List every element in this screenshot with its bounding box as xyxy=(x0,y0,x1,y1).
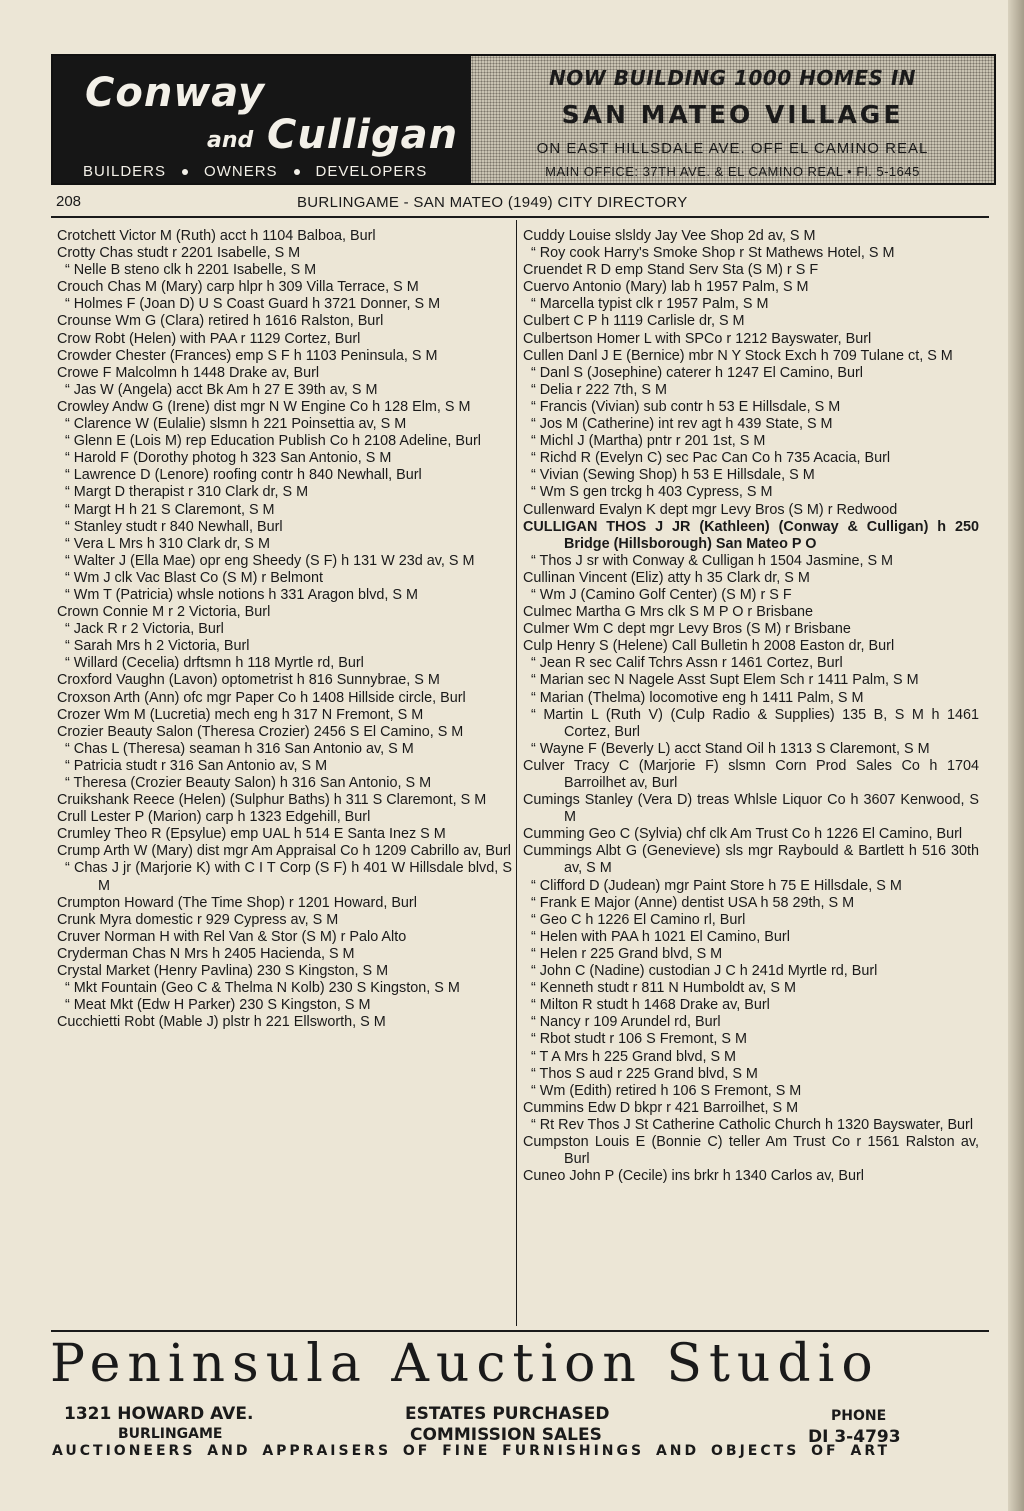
directory-entry: “ Jean R sec Calif Tchrs Assn r 1461 Cortez, Burl xyxy=(531,655,843,672)
directory-entry: “ Vivian (Sewing Shop) h 53 E Hillsdale, S M xyxy=(531,467,815,484)
directory-entry: “ Clifford D (Judean) mgr Paint Store h 75 E Hillsdale, S M xyxy=(531,877,902,894)
auction-tagline: AUCTIONEERS AND APPRAISERS OF FINE FURNISHINGS AND OBJECTS OF ART xyxy=(52,1443,891,1459)
directory-entry: Crouch Chas M (Mary) carp hlpr h 309 Villa Terrace, S M xyxy=(57,279,419,296)
directory-entry: Cucchietti Robt (Mable J) plstr h 221 Ellsworth, S M xyxy=(57,1014,386,1031)
directory-entry: Culbert C P h 1119 Carlisle dr, S M xyxy=(523,313,745,330)
directory-entry: “ Holmes F (Joan D) U S Coast Guard h 3721 Donner, S M xyxy=(65,296,441,313)
directory-entry: “ Nancy r 109 Arundel rd, Burl xyxy=(531,1014,721,1031)
banner-office: MAIN OFFICE: 37TH AVE. & EL CAMINO REAL • Fl. 5-1645 xyxy=(545,164,920,179)
page-number: 208 xyxy=(56,193,82,210)
directory-entry: “ Wm S gen trckg h 403 Cypress, S M xyxy=(531,484,773,501)
auction-city: BURLINGAME xyxy=(118,1426,223,1442)
directory-entry: Croxson Arth (Ann) ofc mgr Paper Co h 1408 Hillside circle, Burl xyxy=(57,689,466,706)
directory-entry: “ Nelle B steno clk h 2201 Isabelle, S M xyxy=(65,262,317,279)
commission-sales: COMMISSION SALES xyxy=(410,1425,602,1445)
directory-entry: “ Michl J (Martha) pntr r 201 1st, S M xyxy=(531,433,766,450)
directory-entry: Crotchett Victor M (Ruth) acct h 1104 Balboa, Burl xyxy=(57,228,376,244)
directory-entry: “ Danl S (Josephine) caterer h 1247 El Camino, Burl xyxy=(531,364,863,381)
directory-entry: “ Frank E Major (Anne) dentist USA h 58 29th, S M xyxy=(531,894,855,911)
directory-entry: “ Glenn E (Lois M) rep Education Publish Co h 2108 Adeline, Burl xyxy=(65,433,481,450)
directory-entry: “ Chas L (Theresa) seaman h 316 San Antonio av, S M xyxy=(65,740,414,757)
directory-entry: Culmec Martha G Mrs clk S M P O r Brisbane xyxy=(523,604,814,621)
directory-entry: “ Marcella typist clk r 1957 Palm, S M xyxy=(531,296,769,313)
banner-location: ON EAST HILLSDALE AVE. OFF EL CAMINO REAL xyxy=(536,140,929,157)
directory-entry: “ Wm (Edith) retired h 106 S Fremont, S M xyxy=(531,1082,802,1099)
directory-entry: “ Chas J jr (Marjorie K) with C I T Corp (S F) h 401 W Hillsdale blvd, S M xyxy=(65,860,512,894)
logo-tagline xyxy=(83,163,427,180)
directory-entry: Cuervo Antonio (Mary) lab h 1957 Palm, S M xyxy=(523,279,809,296)
header-rule xyxy=(51,216,989,218)
directory-entry: Crump Arth W (Mary) dist mgr Am Appraisal Co h 1209 Cabrillo av, Burl xyxy=(57,843,511,860)
directory-entry: “ Harold F (Dorothy photog h 323 San Antonio, S M xyxy=(65,450,392,467)
directory-entry: “ Jas W (Angela) acct Bk Am h 27 E 39th av, S M xyxy=(65,381,378,398)
estates-purchased: ESTATES PURCHASED xyxy=(405,1404,610,1424)
directory-entry: Croxford Vaughn (Lavon) optometrist h 816 Sunnybrae, S M xyxy=(57,672,440,689)
directory-entry: “ Wayne F (Beverly L) acct Stand Oil h 1313 S Claremont, S M xyxy=(531,740,930,757)
directory-entry: “ Margt D therapist r 310 Clark dr, S M xyxy=(65,484,309,501)
directory-entry: “ Meat Mkt (Edw H Parker) 230 S Kingston, S M xyxy=(65,997,371,1014)
directory-entry: “ Jack R r 2 Victoria, Burl xyxy=(65,621,224,638)
top-advertisement xyxy=(51,54,996,185)
conway-culligan-logo xyxy=(53,56,471,183)
auction-studio-title: Peninsula Auction Studio xyxy=(50,1334,880,1394)
directory-entry: Crumley Theo R (Epsylue) emp UAL h 514 E Santa Inez S M xyxy=(57,826,446,843)
banner-project: SAN MATEO VILLAGE xyxy=(561,100,904,129)
directory-entry: “ Wm J (Camino Golf Center) (S M) r S F xyxy=(531,586,792,603)
directory-entry: Cummins Edw D bkpr r 421 Barroilhet, S M xyxy=(523,1099,799,1116)
directory-entry: Cullenward Evalyn K dept mgr Levy Bros (S M) r Redwood xyxy=(523,501,898,518)
directory-entry: Cumpston Louis E (Bonnie C) teller Am Trust Co r 1561 Ralston av, Burl xyxy=(523,1133,979,1168)
directory-entry: “ Clarence W (Eulalie) slsmn h 221 Poinsettia av, S M xyxy=(65,416,407,433)
tagline-developers: DEVELOPERS xyxy=(315,163,428,180)
logo-and: and xyxy=(207,128,254,153)
directory-entry: Cullinan Vincent (Eliz) atty h 35 Clark dr, S M xyxy=(523,569,810,586)
auction-address: 1321 HOWARD AVE. xyxy=(64,1404,254,1424)
directory-entry: “ Rt Rev Thos J St Catherine Catholic Church h 1320 Bayswater, Burl xyxy=(531,1116,974,1133)
directory-entry: “ Kenneth studt r 811 N Humboldt av, S M xyxy=(531,980,797,997)
directory-entry: Cumming Geo C (Sylvia) chf clk Am Trust Co h 1226 El Camino, Burl xyxy=(523,826,963,843)
directory-entry: “ Milton R studt h 1468 Drake av, Burl xyxy=(531,997,770,1014)
tagline-owners: OWNERS xyxy=(204,163,278,180)
directory-entry: “ Lawrence D (Lenore) roofing contr h 840 Newhall, Burl xyxy=(65,467,422,484)
bullet-icon xyxy=(294,169,300,175)
directory-entry: Crystal Market (Henry Pavlina) 230 S Kingston, S M xyxy=(57,963,389,980)
directory-entry: Cuddy Louise slsldy Jay Vee Shop 2d av, S M xyxy=(523,228,816,244)
directory-entry: “ Thos S aud r 225 Grand blvd, S M xyxy=(531,1065,758,1082)
directory-entry: “ Helen with PAA h 1021 El Camino, Burl xyxy=(531,928,790,945)
directory-entry: Cryderman Chas N Mrs h 2405 Hacienda, S M xyxy=(57,945,355,962)
directory-column-right xyxy=(523,228,979,1185)
footer-rule xyxy=(51,1330,989,1332)
phone-label: PHONE xyxy=(831,1408,887,1424)
directory-entry: “ Martin L (Ruth V) (Culp Radio & Supplies) 135 B, S M h 1461 Cortez, Burl xyxy=(531,706,979,740)
directory-entry: Culp Henry S (Helene) Call Bulletin h 2008 Easton dr, Burl xyxy=(523,638,895,655)
directory-entry: “ Jos M (Catherine) int rev agt h 439 State, S M xyxy=(531,416,833,433)
tagline-builders: BUILDERS xyxy=(83,163,167,180)
directory-entry: “ Marian (Thelma) locomotive eng h 1411 Palm, S M xyxy=(531,689,864,706)
directory-entry: “ Rbot studt r 106 S Fremont, S M xyxy=(531,1031,747,1048)
directory-entry: “ John C (Nadine) custodian J C h 241d Myrtle rd, Burl xyxy=(531,963,878,980)
directory-column-left xyxy=(57,228,512,1031)
logo-conway: Conway xyxy=(85,70,266,116)
directory-entry: CULLIGAN THOS J JR (Kathleen) (Conway & Culligan) h 250 Bridge (Hillsborough) San Mateo P O xyxy=(523,518,979,552)
banner-headline: NOW BUILDING 1000 HOMES IN xyxy=(548,66,917,90)
directory-entry: Crozer Wm M (Lucretia) mech eng h 317 N Fremont, S M xyxy=(57,706,424,723)
directory-entry: Cuneo John P (Cecile) ins brkr h 1340 Carlos av, Burl xyxy=(523,1168,865,1185)
directory-entry: Cruendet R D emp Stand Serv Sta (S M) r S F xyxy=(523,262,819,279)
directory-entry: “ Vera L Mrs h 310 Clark dr, S M xyxy=(65,535,271,552)
directory-entry: Culmer Wm C dept mgr Levy Bros (S M) r Brisbane xyxy=(523,621,851,638)
directory-entry: Crull Lester P (Marion) carp h 1323 Edgehill, Burl xyxy=(57,809,371,826)
directory-entry: “ Richd R (Evelyn C) sec Pac Can Co h 735 Acacia, Burl xyxy=(531,450,891,467)
page-edge xyxy=(1008,0,1024,1511)
san-mateo-village-panel xyxy=(471,56,994,183)
directory-entry: “ Marian sec N Nagele Asst Supt Elem Sch r 1411 Palm, S M xyxy=(531,672,919,689)
logo-culligan: Culligan xyxy=(267,112,459,158)
phone-number: DI 3-4793 xyxy=(808,1427,901,1447)
directory-entry: “ Margt H h 21 S Claremont, S M xyxy=(65,501,275,518)
directory-entry: “ Sarah Mrs h 2 Victoria, Burl xyxy=(65,638,250,655)
directory-entry: “ Walter J (Ella Mae) opr eng Sheedy (S F) h 131 W 23d av, S M xyxy=(65,552,475,569)
directory-entry: Cruver Norman H with Rel Van & Stor (S M) r Palo Alto xyxy=(57,928,407,945)
directory-entry: “ Francis (Vivian) sub contr h 53 E Hillsdale, S M xyxy=(531,398,841,415)
directory-entry: Crunk Myra domestic r 929 Cypress av, S M xyxy=(57,911,339,928)
directory-entry: Crowder Chester (Frances) emp S F h 1103 Peninsula, S M xyxy=(57,347,438,364)
directory-entry: “ Theresa (Crozier Beauty Salon) h 316 San Antonio, S M xyxy=(65,775,432,791)
directory-entry: “ Wm T (Patricia) whsle notions h 331 Aragon blvd, S M xyxy=(65,586,418,603)
directory-entry: “ Wm J clk Vac Blast Co (S M) r Belmont xyxy=(65,569,323,586)
directory-entry: Cumings Stanley (Vera D) treas Whlsle Liquor Co h 3607 Kenwood, S M xyxy=(523,792,979,826)
directory-entry: “ Patricia studt r 316 San Antonio av, S M xyxy=(65,757,328,774)
directory-entry: Crow Robt (Helen) with PAA r 1129 Cortez, Burl xyxy=(57,330,361,347)
directory-entry: Crotty Chas studt r 2201 Isabelle, S M xyxy=(57,245,301,262)
directory-entry: “ T A Mrs h 225 Grand blvd, S M xyxy=(531,1048,737,1065)
directory-entry: Crown Connie M r 2 Victoria, Burl xyxy=(57,604,271,621)
directory-entry: Cummings Albt G (Genevieve) sls mgr Raybould & Bartlett h 516 30th av, S M xyxy=(523,843,979,877)
directory-entry: “ Mkt Fountain (Geo C & Thelma N Kolb) 230 S Kingston, S M xyxy=(65,980,460,997)
directory-entry: “ Delia r 222 7th, S M xyxy=(531,381,667,398)
directory-entry: “ Geo C h 1226 El Camino rl, Burl xyxy=(531,911,746,928)
directory-entry: Crounse Wm G (Clara) retired h 1616 Ralston, Burl xyxy=(57,313,384,330)
directory-entry: Crowe F Malcolmn h 1448 Drake av, Burl xyxy=(57,364,320,381)
directory-entry: Cruikshank Reece (Helen) (Sulphur Baths) h 311 S Claremont, S M xyxy=(57,792,487,809)
directory-entry: “ Thos J sr with Conway & Culligan h 1504 Jasmine, S M xyxy=(531,552,894,569)
column-divider xyxy=(516,220,517,1326)
directory-entry: Crumpton Howard (The Time Shop) r 1201 Howard, Burl xyxy=(57,894,417,911)
directory-entry: Culver Tracy C (Marjorie F) slsmn Corn Prod Sales Co h 1704 Barroilhet av, Burl xyxy=(523,757,979,791)
bullet-icon xyxy=(182,169,188,175)
running-head: BURLINGAME - SAN MATEO (1949) CITY DIRECTORY xyxy=(297,194,688,211)
directory-entry: “ Helen r 225 Grand blvd, S M xyxy=(531,945,723,962)
directory-entry: Crozier Beauty Salon (Theresa Crozier) 2456 S El Camino, S M xyxy=(57,723,464,740)
directory-entry: “ Willard (Cecelia) drftsmn h 118 Myrtle rd, Burl xyxy=(65,655,364,672)
directory-entry: Cullen Danl J E (Bernice) mbr N Y Stock Exch h 709 Tulane ct, S M xyxy=(523,347,953,364)
directory-entry: Culbertson Homer L with SPCo r 1212 Bayswater, Burl xyxy=(523,330,872,347)
directory-entry: “ Stanley studt r 840 Newhall, Burl xyxy=(65,518,283,535)
directory-entry: Crowley Andw G (Irene) dist mgr N W Engine Co h 128 Elm, S M xyxy=(57,398,471,415)
directory-entry: “ Roy cook Harry's Smoke Shop r St Mathews Hotel, S M xyxy=(531,245,895,262)
